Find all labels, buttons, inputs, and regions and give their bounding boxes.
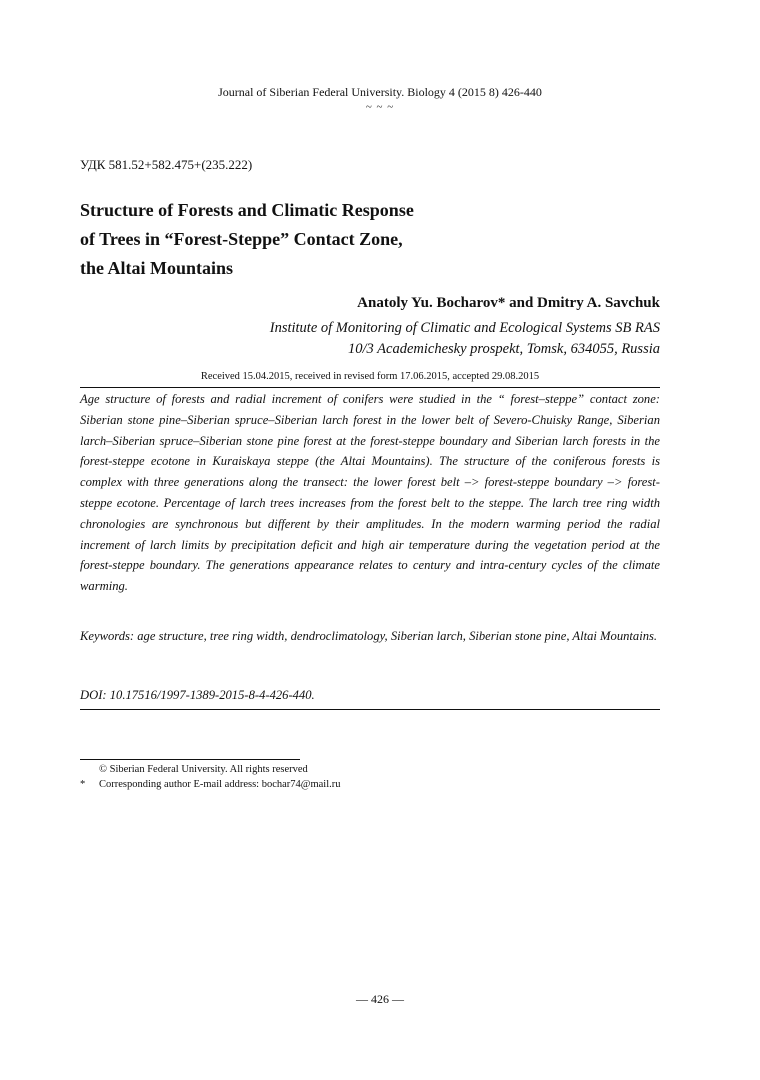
title-line: the Altai Mountains — [80, 258, 234, 278]
keywords: Keywords: age structure, tree ring width, dendroclimatology, Siberian larch, Siberian stone pine, Altai Mountains. — [80, 629, 658, 643]
received-dates: Received 15.04.2015, received in revised form 17.06.2015, accepted 29.08.2015 — [200, 371, 540, 382]
footnote-mark: * — [80, 779, 86, 790]
footnote-text: © Siberian Federal University. All rights reserved — [99, 764, 308, 775]
footnote-corresponding-author — [80, 777, 341, 792]
affiliation — [270, 318, 660, 360]
footnote-divider — [80, 759, 300, 760]
header-ornament: ~ ~ ~ — [365, 101, 395, 113]
top-divider — [80, 387, 660, 388]
footnote-copyright — [80, 762, 308, 777]
bottom-divider — [80, 709, 660, 710]
title-line: Structure of Forests and Climatic Response — [80, 200, 414, 220]
udk-code: УДК 581.52+582.475+(235.222) — [80, 157, 253, 172]
title-line: of Trees in “Forest-Steppe” Contact Zone, — [80, 229, 403, 249]
abstract: Age structure of forests and radial increment of conifers were studied in the “ forest–steppe” contact zone: Siberian stone pine–Siberian spruce–Siberian larch forest in the lower belt of Severo-Chuisky Range, Siberian larch–Siberian spruce–Siberian stone pine forest at the forest-steppe boundary and Siberian larch forests in the forest-steppe ecotone in Kuraiskaya steppe (the Altai Mountains). The structure of the coniferous forests is complex with three generations along the transect: the lower forest belt –> forest-steppe boundary –> forest-steppe ecotone. Percentage of larch trees increases from the forest belt to the steppe. The larch tree ring width chronologies are synchronous but different by their amplitudes. In the modern warming period the radial increment of larch limits by precipitation deficit and high air temperature during the vegetation period at the forest-steppe boundary. The generations appearance relates to century and intra-century cycles of the climate warming. — [80, 392, 660, 594]
authors: Anatoly Yu. Bocharov* and Dmitry A. Savchuk — [357, 295, 660, 311]
journal-header: Journal of Siberian Federal University. Biology 4 (2015 8) 426-440 — [218, 85, 542, 99]
affiliation-line: Institute of Monitoring of Climatic and Ecological Systems SB RAS — [269, 320, 660, 336]
footnote-text: Corresponding author E-mail address: bochar74@mail.ru — [99, 779, 341, 790]
affiliation-line: 10/3 Academichesky prospekt, Tomsk, 634055, Russia — [348, 341, 660, 357]
article-title — [80, 196, 500, 283]
doi: DOI: 10.17516/1997-1389-2015-8-4-426-440. — [80, 688, 315, 702]
page-number: ― 426 ― — [356, 992, 404, 1006]
